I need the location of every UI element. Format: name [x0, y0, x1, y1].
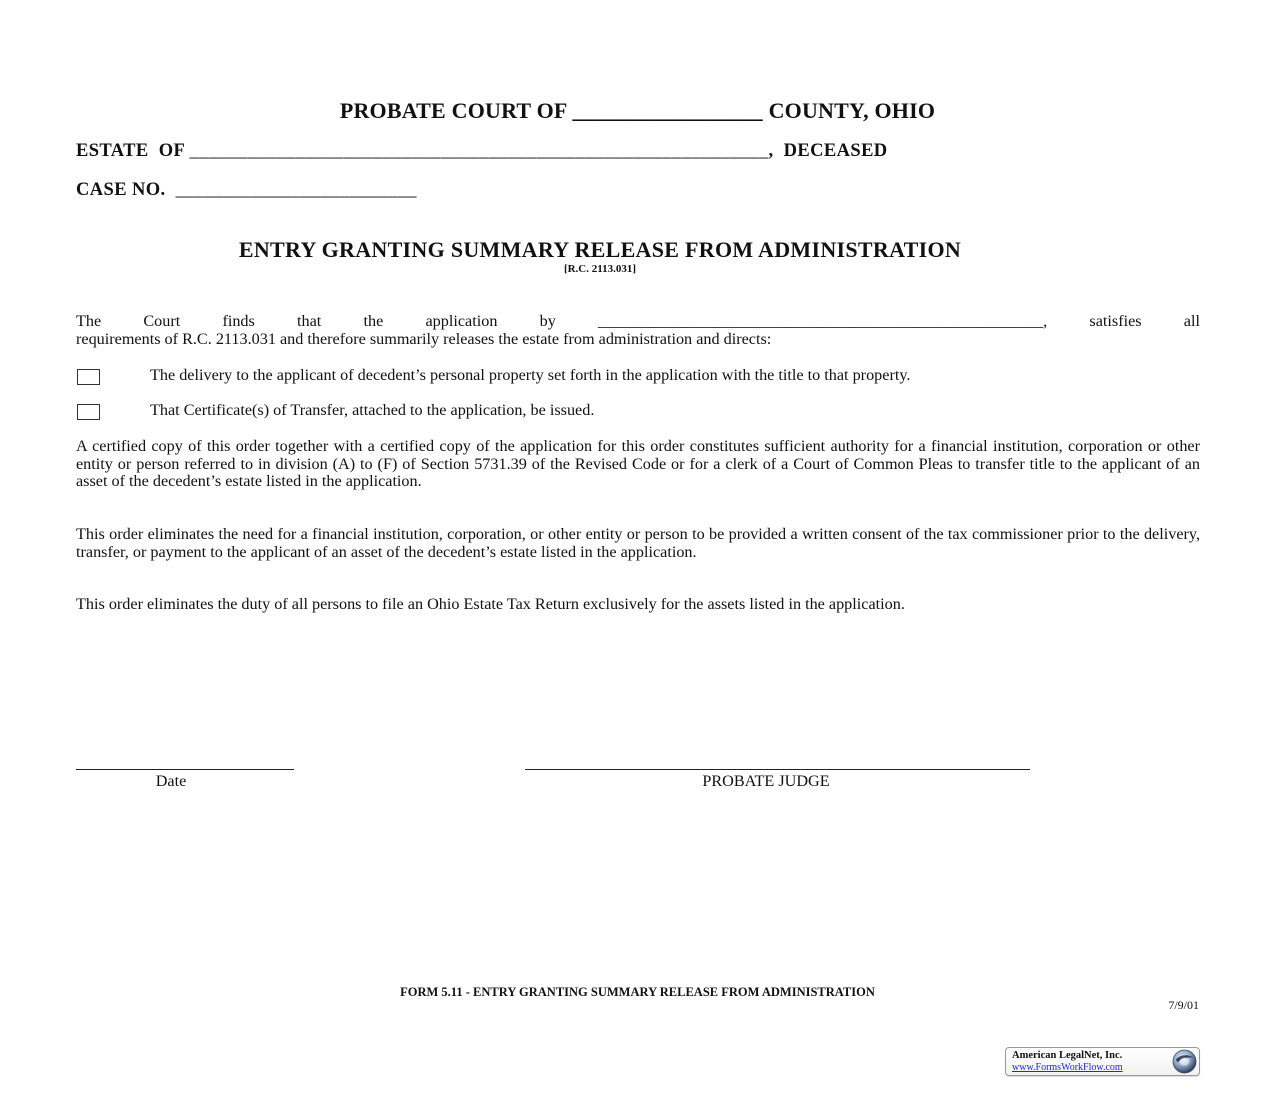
county-blank-field[interactable]: _________________	[572, 98, 763, 123]
estate-tax-paragraph: This order eliminates the duty of all persons to file an Ohio Estate Tax Return exclusively for the assets listed in the application.	[76, 595, 905, 613]
word: that	[297, 312, 322, 330]
estate-name-blank-field[interactable]: ____________________________________________________________	[189, 141, 769, 161]
finding-line-1	[76, 313, 1200, 331]
word: application	[425, 312, 498, 330]
word: satisfies	[1089, 312, 1142, 330]
applicant-name-blank-field[interactable]: _______________________________________________________,	[598, 312, 1048, 330]
case-number-label: CASE NO.	[76, 180, 166, 200]
finding-paragraph	[76, 313, 1200, 348]
word: Court	[143, 312, 181, 330]
date-label: Date	[155, 772, 187, 790]
form-revision-date: 7/9/01	[1168, 998, 1199, 1012]
statute-reference: [R.C. 2113.031]	[563, 263, 637, 275]
document-title: ENTRY GRANTING SUMMARY RELEASE FROM ADMINISTRATION	[238, 237, 962, 262]
date-signature-line[interactable]	[76, 769, 294, 770]
word: finds	[222, 312, 255, 330]
delivery-property-checkbox[interactable]	[77, 369, 100, 385]
finding-line-2: requirements of R.C. 2113.031 and therefore summarily releases the estate from administration and directs:	[76, 329, 772, 348]
tax-consent-paragraph: This order eliminates the need for a financial institution, corporation, or other entity or person to be provided a written consent of the tax commissioner prior to the delivery, transfer, or payment to the applicant of an asset of the decedent’s estate listed in the application.	[76, 525, 1200, 561]
publisher-name: American LegalNet, Inc.	[1012, 1050, 1123, 1061]
word: The	[76, 312, 102, 330]
globe-icon	[1172, 1049, 1197, 1074]
word: all	[1183, 312, 1200, 330]
certificate-transfer-label: That Certificate(s) of Transfer, attached to the application, be issued.	[150, 401, 595, 419]
deceased-label: , DECEASED	[768, 141, 888, 161]
delivery-property-label: The delivery to the applicant of decedent’s personal property set forth in the application with the title to that property.	[150, 366, 911, 384]
court-prefix: PROBATE COURT OF	[339, 98, 567, 123]
estate-label: ESTATE OF	[76, 141, 185, 161]
certified-copy-paragraph: A certified copy of this order together with a certified copy of the application for this order constitutes sufficient authority for a financial institution, corporation or other entity or person referred to in division (A) to (F) of Section 5731.39 of the Revised Code or for a clerk of a Court of Common Pleas to transfer title to the applicant of an asset of the decedent’s estate listed in the application.	[76, 437, 1200, 490]
case-number-blank-field[interactable]: _________________________	[175, 180, 417, 200]
judge-signature-line[interactable]	[525, 769, 1030, 770]
publisher-url-link[interactable]: www.FormsWorkFlow.com	[1012, 1062, 1123, 1073]
publisher-badge[interactable]	[1005, 1047, 1200, 1076]
word: by	[539, 312, 556, 330]
court-suffix: COUNTY, OHIO	[768, 98, 936, 123]
court-heading	[0, 98, 1275, 124]
probate-judge-label: PROBATE JUDGE	[702, 772, 830, 790]
word: the	[363, 312, 384, 330]
certificate-transfer-checkbox[interactable]	[77, 404, 100, 420]
estate-line	[76, 141, 888, 162]
case-number-line	[76, 180, 417, 201]
form-footer-title: FORM 5.11 - ENTRY GRANTING SUMMARY RELEASE FROM ADMINISTRATION	[400, 985, 875, 999]
